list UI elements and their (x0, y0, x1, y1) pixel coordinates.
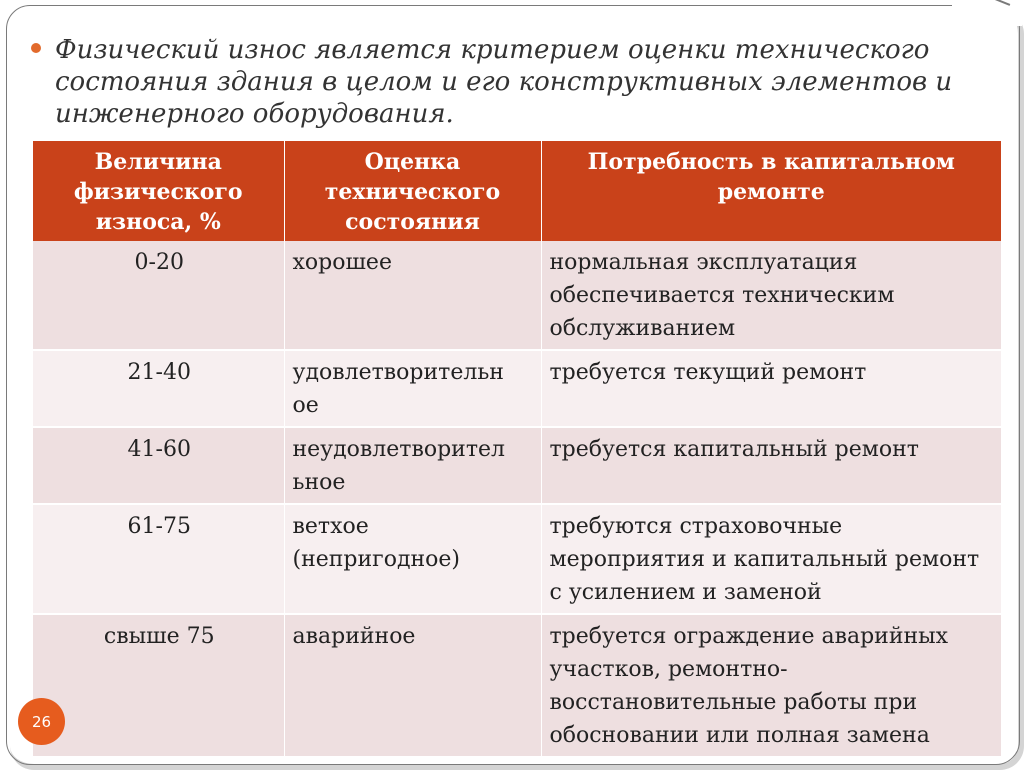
cell-wear: свыше 75 (33, 614, 284, 757)
page-curl-corner (952, 0, 1022, 26)
table-row (33, 241, 1001, 350)
bullet-icon (31, 43, 41, 53)
cell-wear: 61-75 (33, 504, 284, 614)
header-wear: Величина физического износа, % (33, 141, 284, 241)
table-row (33, 504, 1001, 614)
page-number: 26 (31, 712, 52, 731)
wear-assessment-table (33, 141, 1001, 758)
cell-need: требуется капитальный ремонт (541, 427, 1001, 504)
table-header-row (33, 141, 1001, 241)
cell-need: нормальная эксплуатация обеспечивается техническим обслуживанием (541, 241, 1001, 350)
header-state: Оценка технического состояния (284, 141, 541, 241)
header-need: Потребность в капитальном ремонте (541, 141, 1001, 241)
cell-state: аварийное (284, 614, 541, 757)
table-row (33, 614, 1001, 757)
cell-state: ветхое (непригодное) (284, 504, 541, 614)
cell-need: требуются страховочные мероприятия и капитальный ремонт с усилением и заменой (541, 504, 1001, 614)
cell-wear: 41-60 (33, 427, 284, 504)
cell-wear: 0-20 (33, 241, 284, 350)
cell-need: требуется ограждение аварийных участков, ремонтно-восстановительные работы при обосновании или полная замена (541, 614, 1001, 757)
cell-state: неудовлетворител ьное (284, 427, 541, 504)
intro-paragraph (55, 34, 985, 130)
cell-state: хорошее (284, 241, 541, 350)
table-row (33, 427, 1001, 504)
cell-state: удовлетворительн ое (284, 350, 541, 427)
cell-wear: 21-40 (33, 350, 284, 427)
page-number-badge (18, 698, 65, 745)
intro-text: Физический износ является критерием оценки технического состояния здания в целом и его конструктивных элементов и инженерного оборудования. (55, 35, 953, 129)
cell-need: требуется текущий ремонт (541, 350, 1001, 427)
table-row (33, 350, 1001, 427)
